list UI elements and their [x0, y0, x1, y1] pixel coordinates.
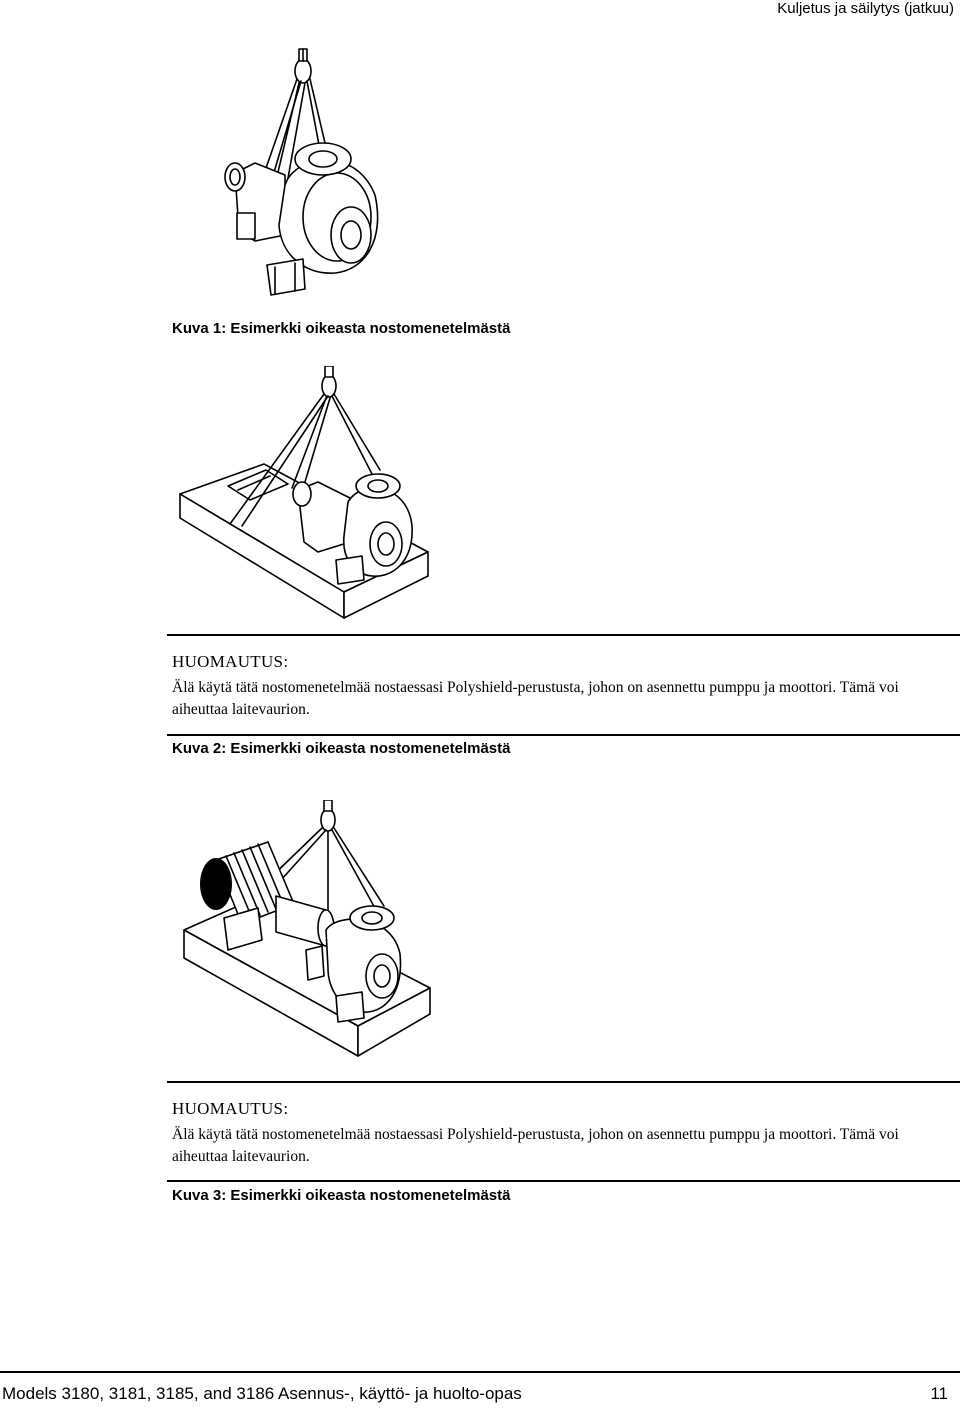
note-2-text: Älä käytä tätä nostomenetelmää nostaessasi Polyshield-perustusta, johon on asennettu pumppu ja moottori. Tämä voi aiheuttaa laitevaurion.: [172, 1126, 899, 1165]
figure-1-caption: Kuva 1: Esimerkki oikeasta nostomenetelmästä: [172, 320, 511, 337]
note-2-top-rule: [167, 1081, 960, 1083]
note-2-bottom-rule: [167, 1180, 960, 1182]
note-1-text: Älä käytä tätä nostomenetelmää nostaessasi Polyshield-perustusta, johon on asennettu pumppu ja moottori. Tämä voi aiheuttaa laitevaurion.: [172, 679, 899, 718]
note-2-heading: HUOMAUTUS:: [172, 1099, 289, 1118]
lifting-hook-icon: [295, 49, 311, 83]
note-1-heading: HUOMAUTUS:: [172, 652, 289, 671]
figure-1-illustration: [215, 45, 385, 305]
figure-3-caption: Kuva 3: Esimerkki oikeasta nostomenetelmästä: [172, 1187, 511, 1204]
lifting-hook-icon: [321, 800, 335, 831]
figure-2-illustration: [172, 366, 442, 636]
note-1-top-rule: [167, 634, 960, 636]
footer-rule: [0, 1371, 960, 1373]
figure-2-caption: Kuva 2: Esimerkki oikeasta nostomenetelmästä: [172, 740, 511, 757]
lifting-hook-icon: [322, 366, 336, 397]
footer-title: Models 3180, 3181, 3185, and 3186 Asennus-, käyttö- ja huolto-opas: [2, 1384, 522, 1403]
running-header: Kuljetus ja säilytys (jatkuu): [777, 0, 954, 17]
page-number: 11: [930, 1384, 948, 1403]
note-1-bottom-rule: [167, 734, 960, 736]
figure-3-illustration: [176, 800, 438, 1070]
